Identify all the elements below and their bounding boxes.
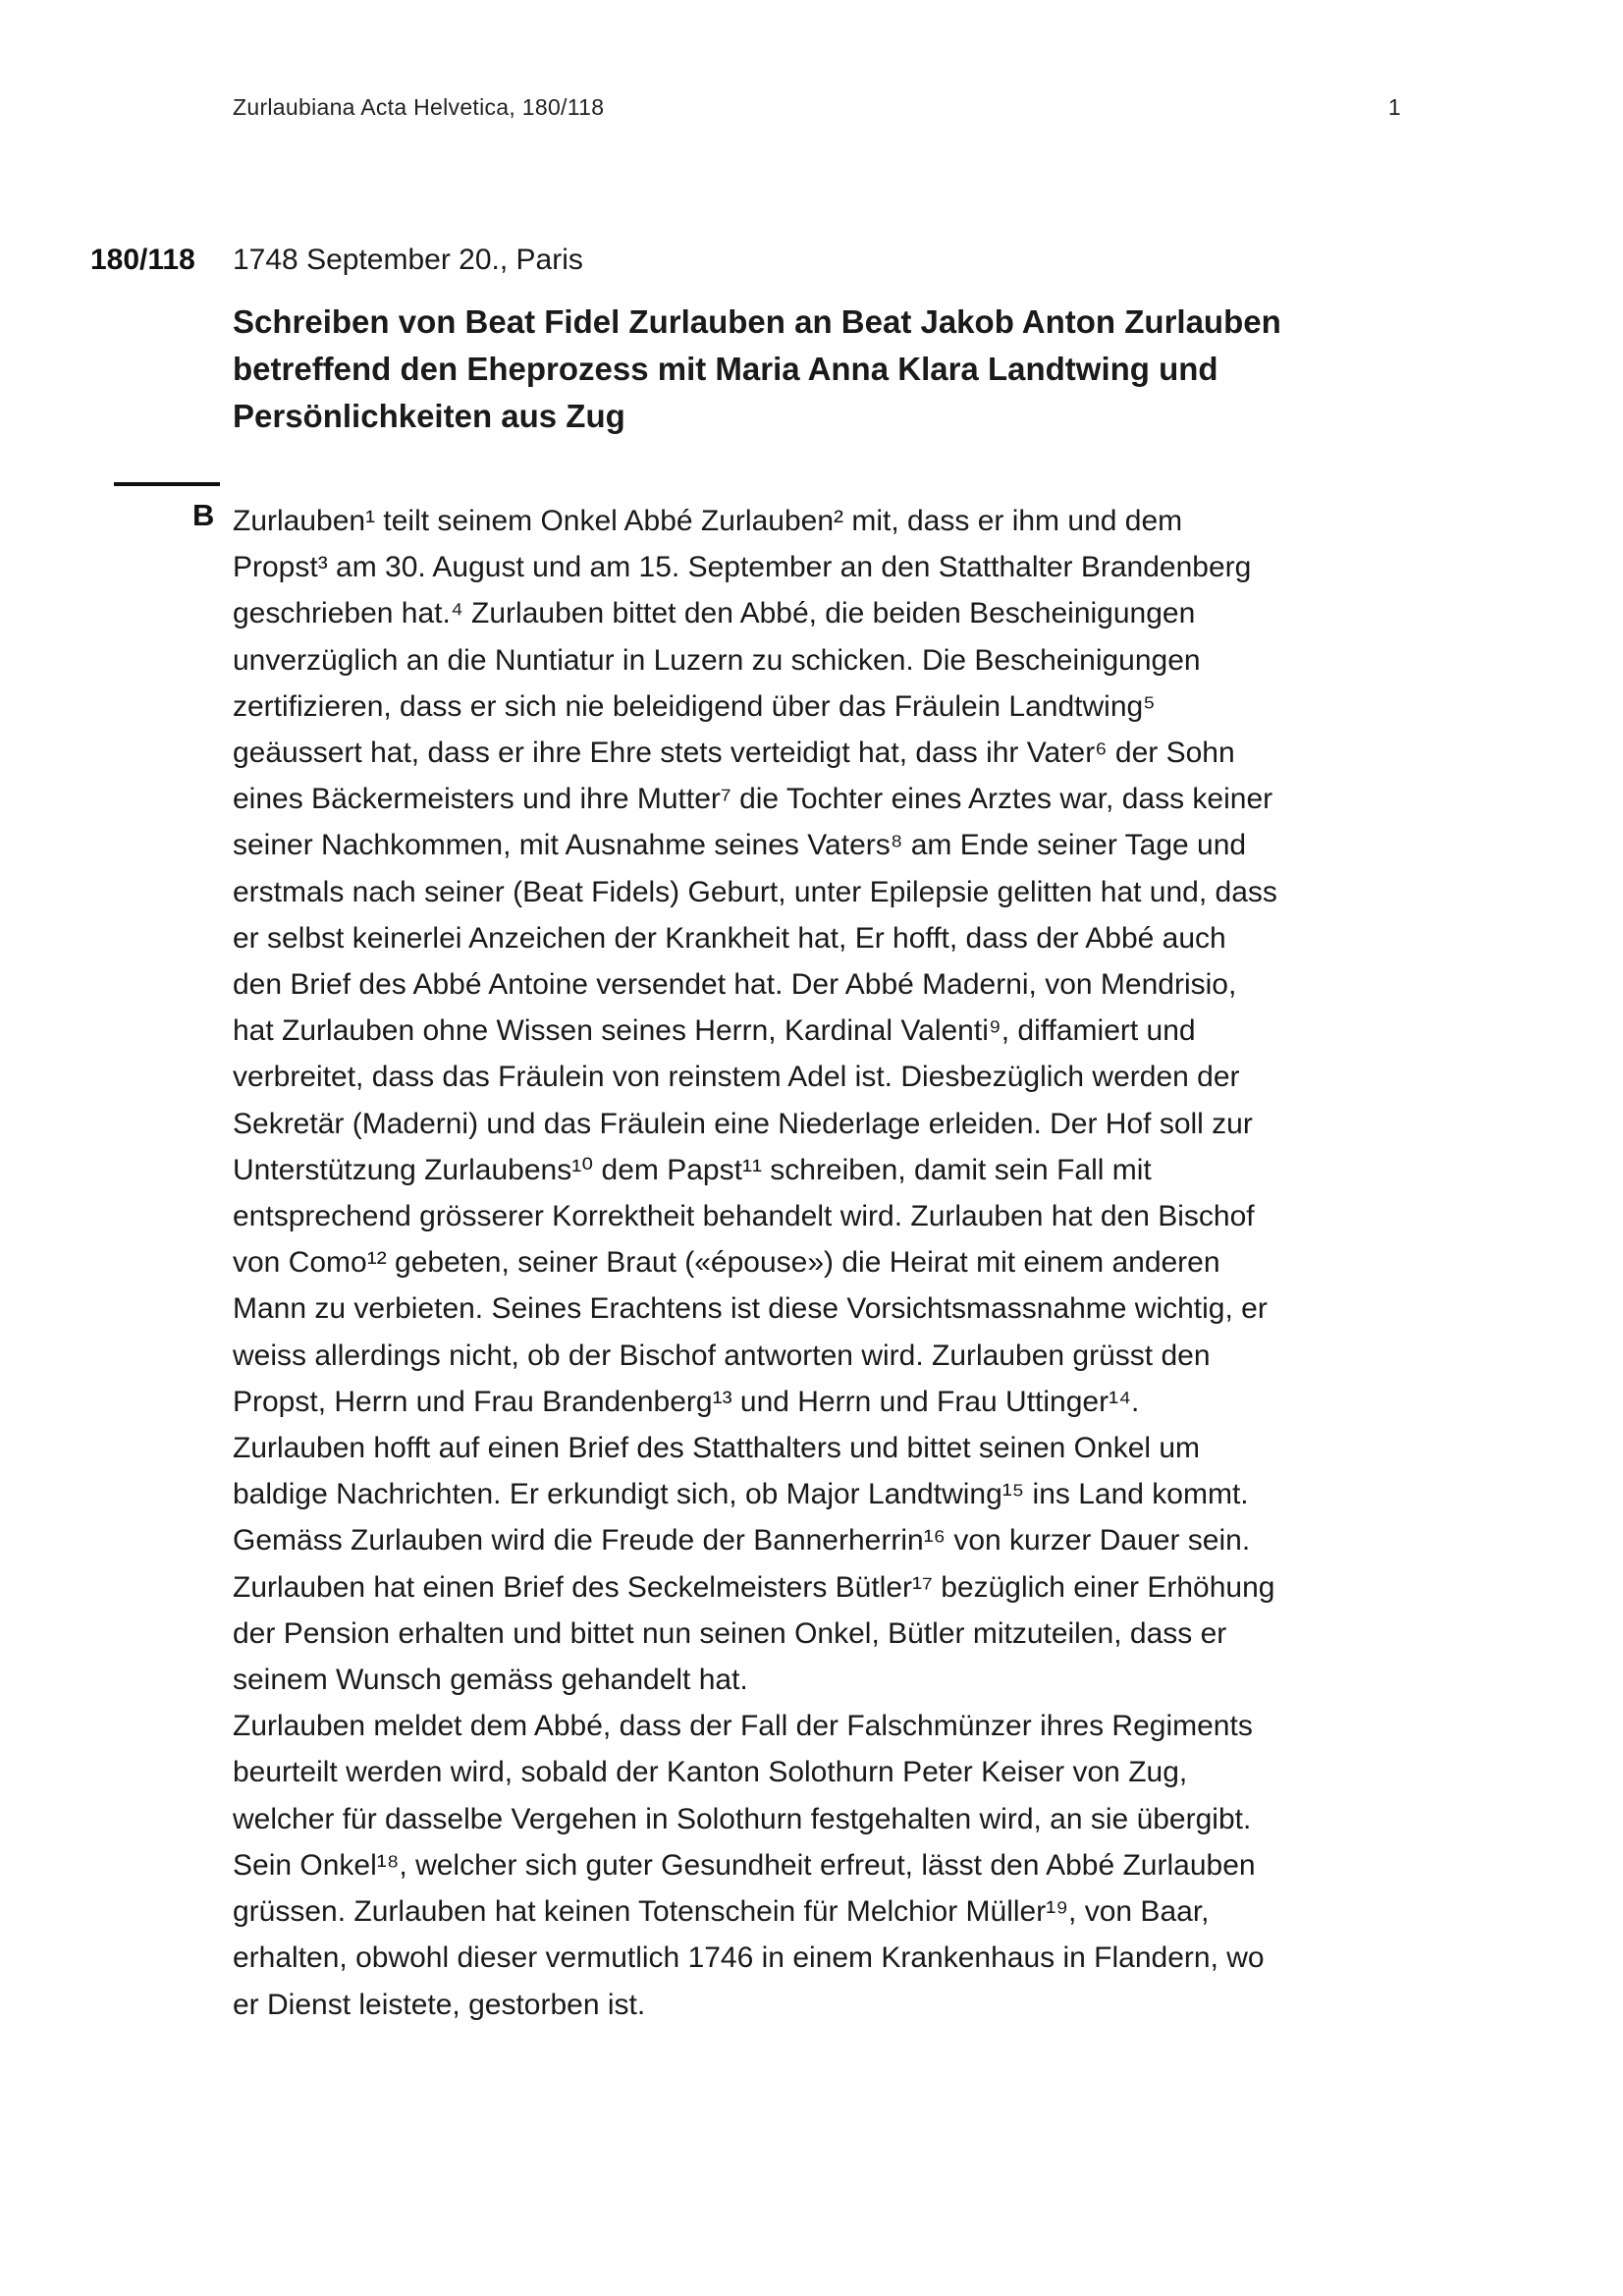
title-line: Persönlichkeiten aus Zug bbox=[233, 398, 625, 434]
section-letter: B bbox=[192, 498, 215, 532]
body-line: grüssen. Zurlauben hat keinen Totenschein für Melchior Müller¹⁹, von Baar, bbox=[233, 1895, 1210, 1929]
section-divider bbox=[114, 482, 220, 486]
body-line: Zurlauben hat einen Brief des Seckelmeisters Bütler¹⁷ bezüglich einer Erhöhung bbox=[233, 1570, 1275, 1604]
body-line: Zurlauben meldet dem Abbé, dass der Fall der Falschmünzer ihres Regiments bbox=[233, 1710, 1253, 1743]
body-line: den Brief des Abbé Antoine versendet hat. Der Abbé Maderni, von Mendrisio, bbox=[233, 968, 1237, 1002]
body-line: weiss allerdings nicht, ob der Bischof antworten wird. Zurlauben grüsst den bbox=[233, 1339, 1211, 1372]
body-line: von Como¹² gebeten, seiner Braut («épouse») die Heirat mit einem anderen bbox=[233, 1246, 1220, 1280]
body-line: seinem Wunsch gemäss gehandelt hat. bbox=[233, 1664, 748, 1697]
page-number: 1 bbox=[1387, 94, 1401, 120]
body-line: entsprechend grösserer Korrektheit behandelt wird. Zurlauben hat den Bischof bbox=[233, 1200, 1255, 1233]
body-line: welcher für dasselbe Vergehen in Solothurn festgehalten wird, an sie übergibt. bbox=[233, 1802, 1252, 1835]
body-line: geäussert hat, dass er ihre Ehre stets verteidigt hat, dass ihr Vater⁶ der Sohn bbox=[233, 737, 1235, 770]
body-line: unverzüglich an die Nuntiatur in Luzern zu schicken. Die Bescheinigungen bbox=[233, 643, 1201, 677]
body-line: verbreitet, dass das Fräulein von reinstem Adel ist. Diesbezüglich werden der bbox=[233, 1061, 1240, 1094]
body-line: Propst, Herrn und Frau Brandenberg¹³ und Herrn und Frau Uttinger¹⁴. bbox=[233, 1385, 1140, 1418]
body-line: hat Zurlauben ohne Wissen seines Herrn, Kardinal Valenti⁹, diffamiert und bbox=[233, 1014, 1196, 1048]
regest-text bbox=[233, 498, 1431, 2028]
body-line: Gemäss Zurlauben wird die Freude der Bannerherrin¹⁶ von kurzer Dauer sein. bbox=[233, 1524, 1251, 1558]
body-line: seiner Nachkommen, mit Ausnahme seines Vaters⁸ am Ende seiner Tage und bbox=[233, 829, 1247, 862]
body-line: er selbst keinerlei Anzeichen der Krankheit hat, Er hofft, dass der Abbé auch bbox=[233, 921, 1226, 955]
body-line: zertifizieren, dass er sich nie beleidigend über das Fräulein Landtwing⁵ bbox=[233, 689, 1156, 723]
body-line: der Pension erhalten und bittet nun seinen Onkel, Bütler mitzuteilen, dass er bbox=[233, 1616, 1227, 1650]
body-line: geschrieben hat.⁴ Zurlauben bittet den Abbé, die beiden Bescheinigungen bbox=[233, 597, 1196, 630]
body-line: Unterstützung Zurlaubens¹⁰ dem Papst¹¹ schreiben, damit sein Fall mit bbox=[233, 1153, 1152, 1186]
document-title bbox=[233, 299, 1411, 440]
body-line: beurteilt werden wird, sobald der Kanton Solothurn Peter Keiser von Zug, bbox=[233, 1756, 1188, 1789]
running-title: Zurlaubiana Acta Helvetica, 180/118 bbox=[233, 94, 605, 120]
body-line: Zurlauben¹ teilt seinem Onkel Abbé Zurlauben² mit, dass er ihm und dem bbox=[233, 505, 1183, 537]
date-place: 1748 September 20., Paris bbox=[233, 244, 583, 276]
body-line: eines Bäckermeisters und ihre Mutter⁷ die Tochter eines Arztes war, dass keiner bbox=[233, 783, 1273, 816]
body-line: Zurlauben hofft auf einen Brief des Statthalters und bittet seinen Onkel um bbox=[233, 1432, 1201, 1465]
body-line: er Dienst leistete, gestorben ist. bbox=[233, 1988, 646, 2021]
title-line: betreffend den Eheprozess mit Maria Anna Klara Landtwing und bbox=[233, 351, 1218, 387]
body-line: erhalten, obwohl dieser vermutlich 1746 in einem Krankenhaus in Flandern, wo bbox=[233, 1941, 1265, 1975]
body-line: Sein Onkel¹⁸, welcher sich guter Gesundheit erfreut, lässt den Abbé Zurlauben bbox=[233, 1848, 1256, 1882]
body-line: Mann zu verbieten. Seines Erachtens ist diese Vorsichtsmassnahme wichtig, er bbox=[233, 1292, 1268, 1326]
body-line: Propst³ am 30. August und am 15. September an den Statthalter Brandenberg bbox=[233, 551, 1252, 584]
body-line: baldige Nachrichten. Er erkundigt sich, ob Major Landtwing¹⁵ ins Land kommt. bbox=[233, 1478, 1249, 1511]
document-number: 180/118 bbox=[90, 244, 195, 276]
body-line: erstmals nach seiner (Beat Fidels) Geburt, unter Epilepsie gelitten hat und, dass bbox=[233, 875, 1277, 908]
title-line: Schreiben von Beat Fidel Zurlauben an Beat Jakob Anton Zurlauben bbox=[233, 303, 1281, 340]
body-line: Sekretär (Maderni) und das Fräulein eine Niederlage erleiden. Der Hof soll zur bbox=[233, 1107, 1253, 1140]
